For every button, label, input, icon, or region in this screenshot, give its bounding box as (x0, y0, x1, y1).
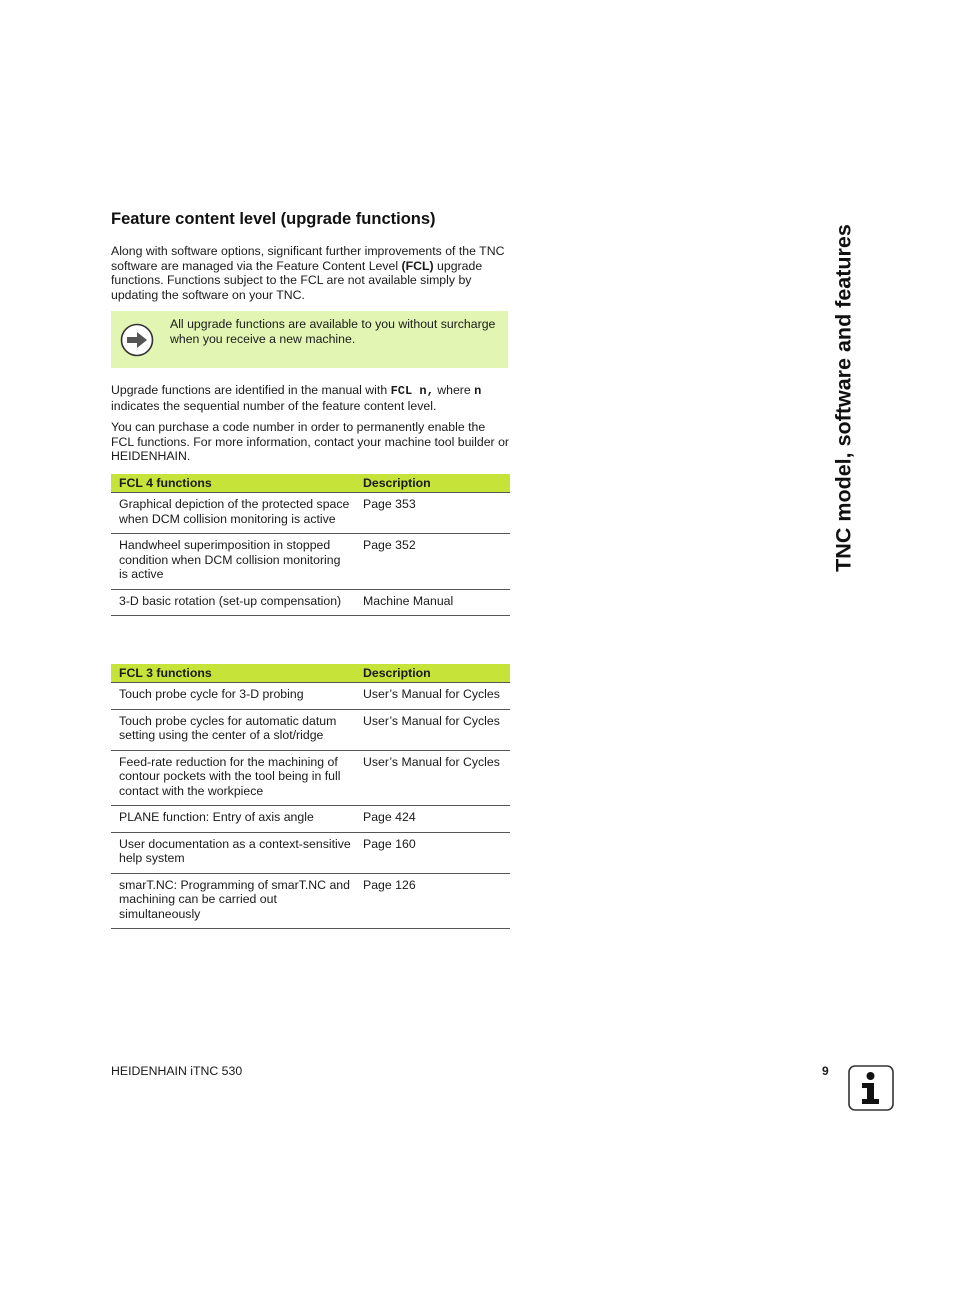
table-row (111, 493, 510, 534)
fcl3-description-cell: Page 160 (355, 832, 510, 873)
note-text: All upgrade functions are available to you without surcharge when you receive a new machine. (170, 317, 496, 346)
footer-product-name: HEIDENHAIN iTNC 530 (111, 1064, 243, 1078)
fcl3-function-cell: PLANE function: Entry of axis angle (111, 806, 355, 833)
note-box (111, 311, 508, 368)
table-row (111, 750, 510, 806)
table-row (111, 709, 510, 750)
page-number: 9 (822, 1064, 829, 1078)
intro-text-after: upgrade functions. Functions subject to the FCL are not available simply by updating the software on your TNC. (111, 258, 483, 302)
table-row (111, 683, 510, 710)
fcl4-description-cell: Page 353 (355, 493, 510, 534)
fcl-code: FCL n, (390, 384, 434, 398)
purchase-paragraph: You can purchase a code number in order to permanently enable the FCL functions. For more information, contact your machine tool builder or HEIDENHAIN. (111, 420, 510, 463)
fcl4-function-cell: Handwheel superimposition in stopped condition when DCM collision monitoring is active (111, 534, 355, 590)
table-row (111, 806, 510, 833)
table-row (111, 832, 510, 873)
intro-fcl-bold: (FCL) (401, 258, 434, 273)
fcl4-description-cell: Machine Manual (355, 589, 510, 616)
table-row (111, 873, 510, 929)
fcl3-description-cell: Page 126 (355, 873, 510, 929)
identification-paragraph (111, 383, 511, 413)
fcl4-header-row (111, 474, 510, 493)
section-title: Feature content level (upgrade functions) (111, 210, 436, 228)
fcl3-description-cell: User’s Manual for Cycles (355, 709, 510, 750)
info-icon (848, 1065, 894, 1111)
fcl4-table (111, 474, 510, 616)
fcl3-header-functions: FCL 3 functions (111, 664, 355, 683)
table-row (111, 534, 510, 590)
identification-text-after: indicates the sequential number of the feature content level. (111, 398, 437, 413)
fcl4-header-description: Description (355, 474, 510, 493)
n-code: n (474, 384, 482, 398)
fcl3-function-cell: smarT.NC: Programming of smarT.NC and machining can be carried out simultaneously (111, 873, 355, 929)
identification-text-middle: where (433, 383, 475, 397)
fcl3-function-cell: User documentation as a context-sensitive help system (111, 832, 355, 873)
fcl3-header-description: Description (355, 664, 510, 683)
arrow-right-icon (120, 323, 154, 357)
fcl3-description-cell: User’s Manual for Cycles (355, 683, 510, 710)
fcl3-function-cell: Touch probe cycles for automatic datum setting using the center of a slot/ridge (111, 709, 355, 750)
intro-paragraph (111, 244, 511, 302)
fcl4-header-functions: FCL 4 functions (111, 474, 355, 493)
fcl3-description-cell: Page 424 (355, 806, 510, 833)
identification-text-before: Upgrade functions are identified in the manual with (111, 383, 391, 397)
fcl3-table (111, 664, 510, 929)
intro-text-before: Along with software options, significant further improvements of the TNC software are managed via the Feature Content Level (111, 244, 505, 273)
fcl4-description-cell: Page 352 (355, 534, 510, 590)
chapter-title-vertical: TNC model, software and features (831, 224, 856, 572)
fcl3-description-cell: User’s Manual for Cycles (355, 750, 510, 806)
fcl4-function-cell: 3-D basic rotation (set-up compensation) (111, 589, 355, 616)
fcl3-header-row (111, 664, 510, 683)
fcl4-function-cell: Graphical depiction of the protected space when DCM collision monitoring is active (111, 493, 355, 534)
fcl3-function-cell: Feed-rate reduction for the machining of contour pockets with the tool being in full contact with the workpiece (111, 750, 355, 806)
fcl3-function-cell: Touch probe cycle for 3-D probing (111, 683, 355, 710)
table-row (111, 589, 510, 616)
